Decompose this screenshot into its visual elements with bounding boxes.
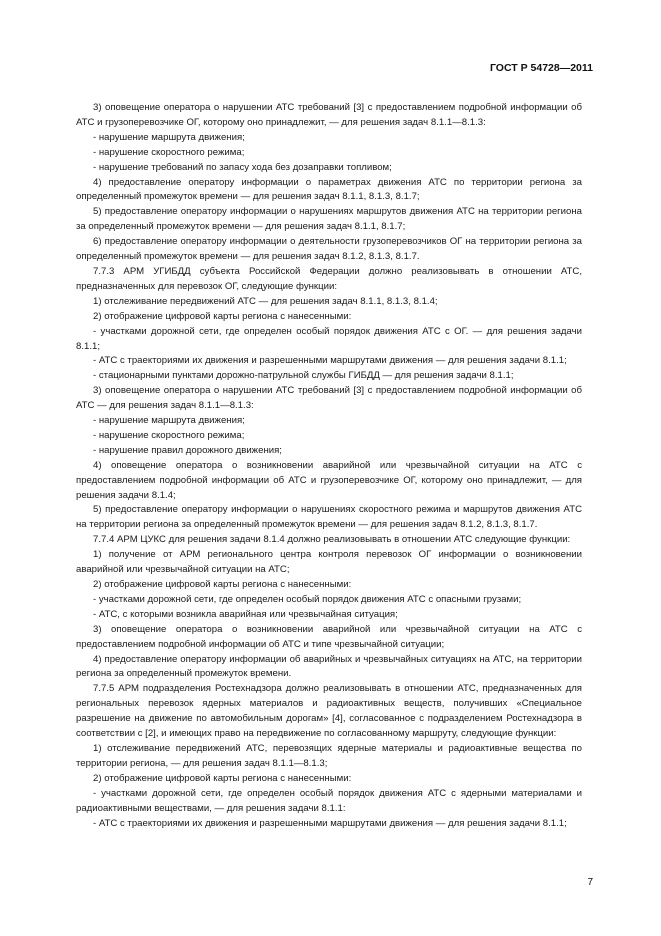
page-number: 7	[587, 877, 593, 888]
paragraph: 4) оповещение оператора о возникновении аварийной или чрезвычайной ситуации на АТС с предоставлением подробной информации об АТС и грузоперевозчике ОГ, которому оно принадлежит, — для решения задачи 8.1.4;	[76, 459, 582, 501]
paragraph: - участками дорожной сети, где определен особый порядок движения АТС с ОГ. — для решения задачи 8.1.1;	[76, 325, 582, 352]
paragraph: 5) предоставление оператору информации о нарушениях маршрутов движения АТС на территории региона за определенный промежуток времени — для решения задач 8.1.1, 8.1.7;	[76, 206, 582, 233]
paragraph: 5) предоставление оператору информации о нарушениях скоростного режима и маршрутов движения АТС на территории региона за определенный промежуток времени — для решения задач 8.1.2, 8.1.3, 8.1.7.	[76, 504, 582, 531]
paragraph: 1) отслеживание передвижений АТС, перевозящих ядерные материалы и радиоактивные вещества по территории региона, — для решения задач 8.1.1—8.1.3;	[76, 742, 582, 769]
paragraph: - АТС с траекториями их движения и разрешенными маршрутами движения — для решения задачи 8.1.1;	[93, 355, 567, 367]
paragraph: - АТС с траекториями их движения и разрешенными маршрутами движения — для решения задачи 8.1.1;	[93, 817, 567, 829]
paragraph: - нарушение скоростного режима;	[93, 429, 245, 441]
paragraph: - участками дорожной сети, где определен особый порядок движения АТС с опасными грузами;	[93, 593, 522, 605]
paragraph: - нарушение скоростного режима;	[93, 146, 245, 158]
paragraph: 1) получение от АРМ регионального центра контроля перевозок ОГ информации о возникновении аварийной или чрезвычайной ситуации на АТС;	[76, 549, 582, 576]
paragraph: - нарушение требований по запасу хода без дозаправки топливом;	[93, 161, 392, 173]
paragraph: 7.7.3 АРМ УГИБДД субъекта Российской Федерации должно реализовывать в отношении АТС, предназначенных для перевозок ОГ, следующие функции:	[76, 265, 582, 292]
paragraph: - стационарными пунктами дорожно-патрульной службы ГИБДД — для решения задачи 8.1.1;	[93, 370, 514, 382]
paragraph: - нарушение маршрута движения;	[93, 131, 245, 143]
paragraph: 1) отслеживание передвижений АТС — для решения задач 8.1.1, 8.1.3, 8.1.4;	[93, 295, 438, 307]
paragraph: 2) отображение цифровой карты региона с нанесенными:	[93, 310, 352, 322]
paragraph: 3) оповещение оператора о нарушении АТС требований [3] с предоставлением подробной информации об АТС и грузоперевозчике ОГ, которому оно принадлежит, — для решения задач 8.1.1—8.1.3:	[76, 102, 582, 128]
paragraph: 7.7.5 АРМ подразделения Ростехнадзора должно реализовывать в отношении АТС, предназначенных для региональных перевозок ядерных материалов и радиоактивных веществ, получивших «Специальное разрешение на движение по автомобильным дорогам» [4], согласованное с подразделением Ростехнадзора в соответствии с [2], и имеющих право на передвижение по согласованному маршруту, следующие функции:	[76, 683, 582, 740]
paragraph: 7.7.4 АРМ ЦУКС для решения задачи 8.1.4 должно реализовывать в отношении АТС следующие функции:	[93, 534, 571, 546]
document-code-header: ГОСТ Р 54728—2011	[489, 62, 593, 74]
paragraph: - АТС, с которыми возникла аварийная или чрезвычайная ситуация;	[93, 608, 398, 620]
paragraph: 3) оповещение оператора о нарушении АТС требований [3] с предоставлением подробной информации об АТС — для решения задач 8.1.1—8.1.3:	[76, 385, 582, 412]
paragraph: 4) предоставление оператору информации о параметрах движения АТС по территории региона за определенный промежуток времени — для решения задач 8.1.1, 8.1.3, 8.1.7;	[76, 176, 582, 203]
paragraph: 2) отображение цифровой карты региона с нанесенными:	[93, 772, 352, 784]
paragraph: 2) отображение цифровой карты региона с нанесенными:	[93, 579, 352, 590]
paragraph: - участками дорожной сети, где определен особый порядок движения АТС с ядерными материалами и радиоактивными веществами, — для решения задачи 8.1.1:	[76, 787, 582, 814]
paragraph: 3) оповещение оператора о возникновении аварийной или чрезвычайной ситуации на АТС с предоставлением подробной информации об АТС и типе чрезвычайной ситуации;	[76, 623, 582, 650]
paragraph: - нарушение маршрута движения;	[93, 415, 245, 427]
paragraph: 6) предоставление оператору информации о деятельности грузоперевозчиков ОГ на территории региона за определенный промежуток времени — для решения задач 8.1.2, 8.1.3, 8.1.7.	[76, 236, 582, 263]
body-text	[76, 101, 582, 831]
paragraph: 4) предоставление оператору информации об аварийных и чрезвычайных ситуациях на АТС, на территории региона за определенный промежуток времени.	[76, 653, 582, 680]
paragraph: - нарушение правил дорожного движения;	[93, 444, 282, 456]
